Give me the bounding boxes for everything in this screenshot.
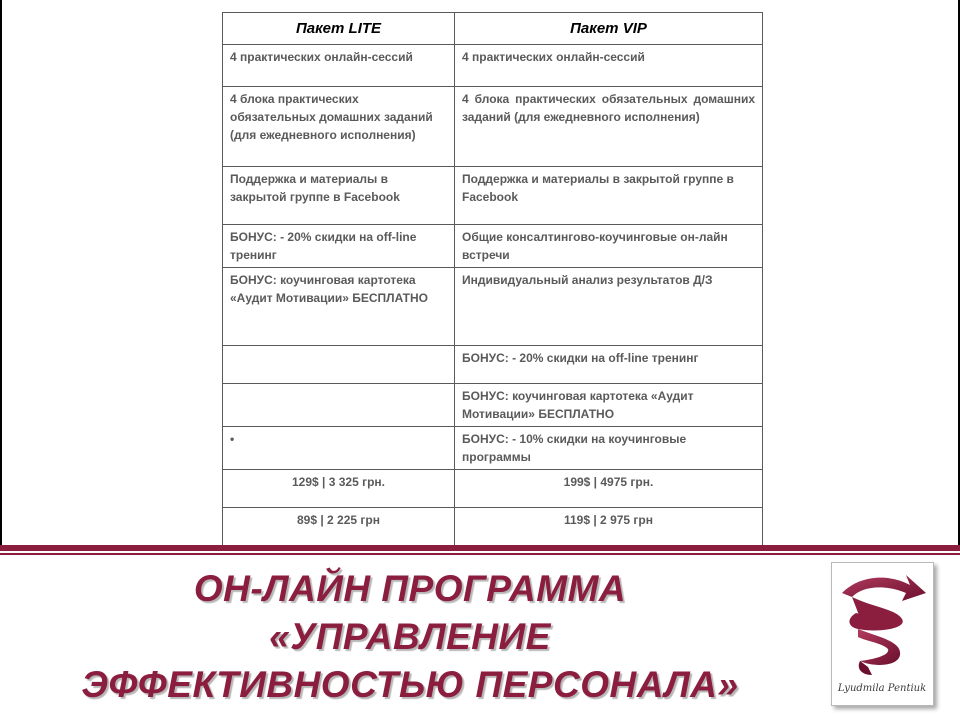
vip-price-new: 119$ | 2 975 грн bbox=[455, 508, 763, 546]
vip-feature-6: БОНУС: - 20% скидки на off-line тренинг bbox=[455, 346, 763, 384]
lite-price-new: 89$ | 2 225 грн bbox=[223, 508, 455, 546]
lite-feature-8: • bbox=[223, 427, 455, 470]
lite-feature-4: БОНУС: - 20% скидки на off-line тренинг bbox=[223, 225, 455, 268]
program-title bbox=[0, 565, 820, 709]
brand-logo bbox=[831, 562, 934, 706]
table-header-row bbox=[223, 13, 763, 45]
vip-feature-1: 4 практических онлайн-сессий bbox=[455, 45, 763, 87]
table-row bbox=[223, 384, 763, 427]
price-old-row bbox=[223, 470, 763, 508]
header-vip: Пакет VIP bbox=[455, 13, 763, 45]
lite-feature-3: Поддержка и материалы в закрытой группе в Facebook bbox=[223, 167, 455, 225]
lite-feature-1: 4 практических онлайн-сессий bbox=[223, 45, 455, 87]
table-row bbox=[223, 225, 763, 268]
ribbon-arrow-logo-icon bbox=[832, 563, 933, 705]
table-row bbox=[223, 167, 763, 225]
vip-feature-8: БОНУС: - 10% скидки на коучинговые программы bbox=[455, 427, 763, 470]
table-row bbox=[223, 427, 763, 470]
vip-feature-4: Общие консалтинговo-коучинговые он-лайн встречи bbox=[455, 225, 763, 268]
lite-feature-6 bbox=[223, 346, 455, 384]
table-row bbox=[223, 87, 763, 167]
lite-feature-7 bbox=[223, 384, 455, 427]
divider-band bbox=[0, 545, 960, 551]
lite-feature-2: 4 блока практических обязательных домашних заданий (для ежедневного исполнения) bbox=[223, 87, 455, 167]
slide-left-edge bbox=[0, 0, 2, 545]
lite-feature-5: БОНУС: коучинговая картотека «Аудит Мотивации» БЕСПЛАТНО bbox=[223, 268, 455, 346]
title-line-2: «УПРАВЛЕНИЕ bbox=[269, 616, 551, 657]
table-row bbox=[223, 346, 763, 384]
logo-signature: Lyudmila Pentiuk bbox=[837, 683, 927, 694]
vip-price-old: 199$ | 4975 грн. bbox=[455, 470, 763, 508]
table-row bbox=[223, 268, 763, 346]
title-line-3: ЭФФЕКТИВНОСТЬЮ ПЕРСОНАЛА» bbox=[81, 664, 739, 705]
title-line-1: ОН-ЛАЙН ПРОГРАММА bbox=[193, 568, 627, 609]
divider-line bbox=[0, 553, 960, 555]
vip-feature-5: Индивидуальный анализ результатов Д/З bbox=[455, 268, 763, 346]
header-lite: Пакет LITE bbox=[223, 13, 455, 45]
vip-feature-3: Поддержка и материалы в закрытой группе в Facebook bbox=[455, 167, 763, 225]
table-row bbox=[223, 45, 763, 87]
vip-feature-7: БОНУС: коучинговая картотека «Аудит Мотивации» БЕСПЛАТНО bbox=[455, 384, 763, 427]
pricing-table bbox=[222, 12, 763, 546]
price-new-row bbox=[223, 508, 763, 546]
vip-feature-2: 4 блока практических обязательных домашних заданий (для ежедневного исполнения) bbox=[455, 87, 763, 167]
lite-price-old: 129$ | 3 325 грн. bbox=[223, 470, 455, 508]
